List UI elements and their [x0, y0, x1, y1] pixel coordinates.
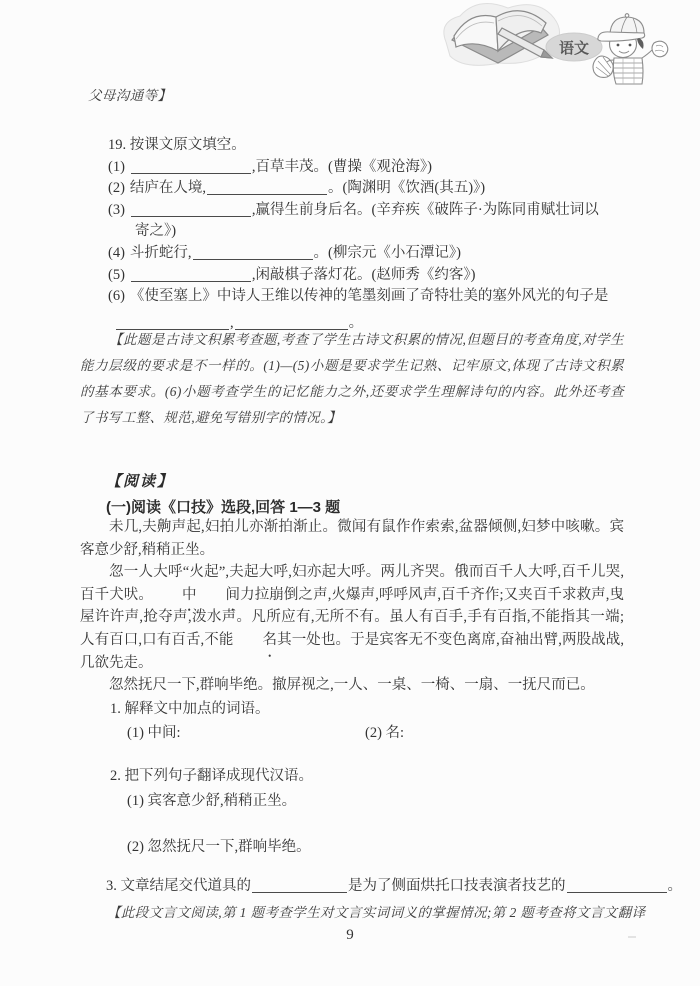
- student-mascot-icon: [593, 14, 668, 84]
- fill-blank: [252, 877, 347, 893]
- passage-text: 忽一人大呼“火起”,夫起大呼,妇亦起大呼。两儿齐哭。俄而百千人大呼,百千儿哭,百千犬吠。: [80, 564, 624, 603]
- q19-analysis-note: 【此题是古诗文积累考查题,考查了学生古诗文积累的情况,但题目的考查角度,对学生能力层级的要求是不一样的。(1)—(5)小题是要求学生记熟、记牢原文,体现了古诗文积累的基本要求。(6)小题考查学生的记忆能力之外,还要求学生理解诗句的内容。此外还考查了书写工整、规范,避免写错别字的情况。】: [80, 332, 624, 425]
- page-number: 9: [346, 927, 354, 943]
- q3-text: 3. 文章结尾交代道具的: [106, 878, 251, 894]
- fill-blank: [131, 158, 251, 174]
- q19-item-2: [108, 178, 640, 200]
- separator: ,: [230, 314, 234, 331]
- q19-item-4: [108, 243, 640, 265]
- item-number: (1): [108, 158, 125, 175]
- q3-text: 。: [667, 878, 682, 894]
- item-text: ,赢得生前身后名。(辛弃疾《破阵子·为陈同甫赋壮词以: [251, 201, 599, 218]
- fill-blank: [193, 244, 313, 260]
- q19-item-5: [108, 265, 640, 287]
- passage-kouji: [80, 516, 624, 697]
- item-number: (3): [108, 201, 125, 218]
- fill-blank: [567, 877, 667, 893]
- fill-blank: [131, 201, 251, 217]
- q19-item-6: [108, 286, 640, 308]
- q19-title: 19. 按课文原文填空。: [108, 137, 246, 153]
- emphasized-word: 中: [182, 586, 197, 603]
- item-text: ,百草丰茂。(曹操《观沧海》): [251, 158, 432, 175]
- item-text: 。(柳宗元《小石潭记》): [313, 244, 461, 261]
- emphasized-word: 间: [225, 586, 240, 603]
- reading-sub-heading: (一)阅读《口技》选段,回答 1—3 题: [106, 499, 341, 516]
- reading-section-heading: 【阅读】: [106, 474, 175, 490]
- item-text: 《使至塞上》中诗人王维以传神的笔墨刻画了奇特壮美的塞外风光的句子是: [129, 288, 609, 305]
- passage-text: 其一处也。于是宾客无不变色离席,奋袖出臂,两股战战,几欲先走。: [80, 631, 625, 671]
- q3-text: 是为了侧面烘托口技表演者技艺的: [348, 878, 566, 894]
- item-text: 结庐在人境,: [129, 180, 207, 197]
- item-number: (4): [108, 244, 125, 261]
- reading-analysis-note: 【此段文言文阅读,第 1 题考查学生对文言实词词义的掌握情况;第 2 题考查将文言文翻译: [107, 905, 646, 920]
- fill-blank: [207, 179, 327, 195]
- q19-item-3: [108, 200, 640, 222]
- emphasized-word: 名: [262, 631, 277, 648]
- passage-paragraph-2: [80, 561, 624, 674]
- reading-question-3: [80, 876, 682, 898]
- item-number: (2): [108, 180, 125, 197]
- passage-paragraph-3: 忽然抚尺一下,群响毕绝。撤屏视之,一人、一桌、一椅、一扇、一抚尺而已。: [109, 677, 595, 694]
- end-punct: 。: [348, 314, 364, 331]
- item-number: (6): [108, 288, 125, 305]
- q1-sub1: (1) 中间:: [127, 725, 181, 742]
- q2-sub1: (1) 宾客意少舒,稍稍正坐。: [127, 792, 297, 809]
- item-text: 斗折蛇行,: [129, 244, 192, 261]
- q19-item-3-wrap: 寄之》): [135, 223, 177, 240]
- scan-artifact: [628, 936, 636, 938]
- subject-badge: [546, 33, 602, 61]
- q1-sub2: (2) 名:: [365, 725, 405, 742]
- q19-item-1: [108, 157, 640, 179]
- item-text: ,闲敲棋子落灯花。(赵师秀《约客》): [251, 266, 476, 283]
- q1-subitems: [80, 723, 624, 745]
- header-illustration: [440, 0, 700, 95]
- item-number: (5): [108, 266, 125, 283]
- carryover-note: 父母沟通等】: [88, 88, 172, 103]
- q1-title: 1. 解释文中加点的词语。: [110, 701, 270, 717]
- passage-paragraph-1: 未几,夫齁声起,妇拍儿亦渐拍渐止。微闻有鼠作作索索,盆器倾侧,妇梦中咳嗽。宾客意少舒,稍稍正坐。: [80, 519, 624, 558]
- reading-question-2: [80, 766, 624, 859]
- passage-text: 力拉崩倒之声,火爆声,呼呼风声,百千齐作;又夹百千求救声,曳屋许许声,抢夺声,泼水声。凡所应有,无所不有。虽人有百手,手有百指,不能指其一端;人有百口,口有百舌,不能: [80, 586, 624, 648]
- q2-sub2: (2) 忽然抚尺一下,群响毕绝。: [127, 839, 311, 856]
- subject-badge-label: 语文: [558, 40, 590, 57]
- q2-title: 2. 把下列句子翻译成现代汉语。: [110, 768, 313, 784]
- reading-question-1: [80, 699, 624, 745]
- fill-blank: [131, 266, 251, 282]
- question-19: [80, 135, 640, 334]
- item-text: 。(陶渊明《饮酒(其五)》): [328, 180, 486, 197]
